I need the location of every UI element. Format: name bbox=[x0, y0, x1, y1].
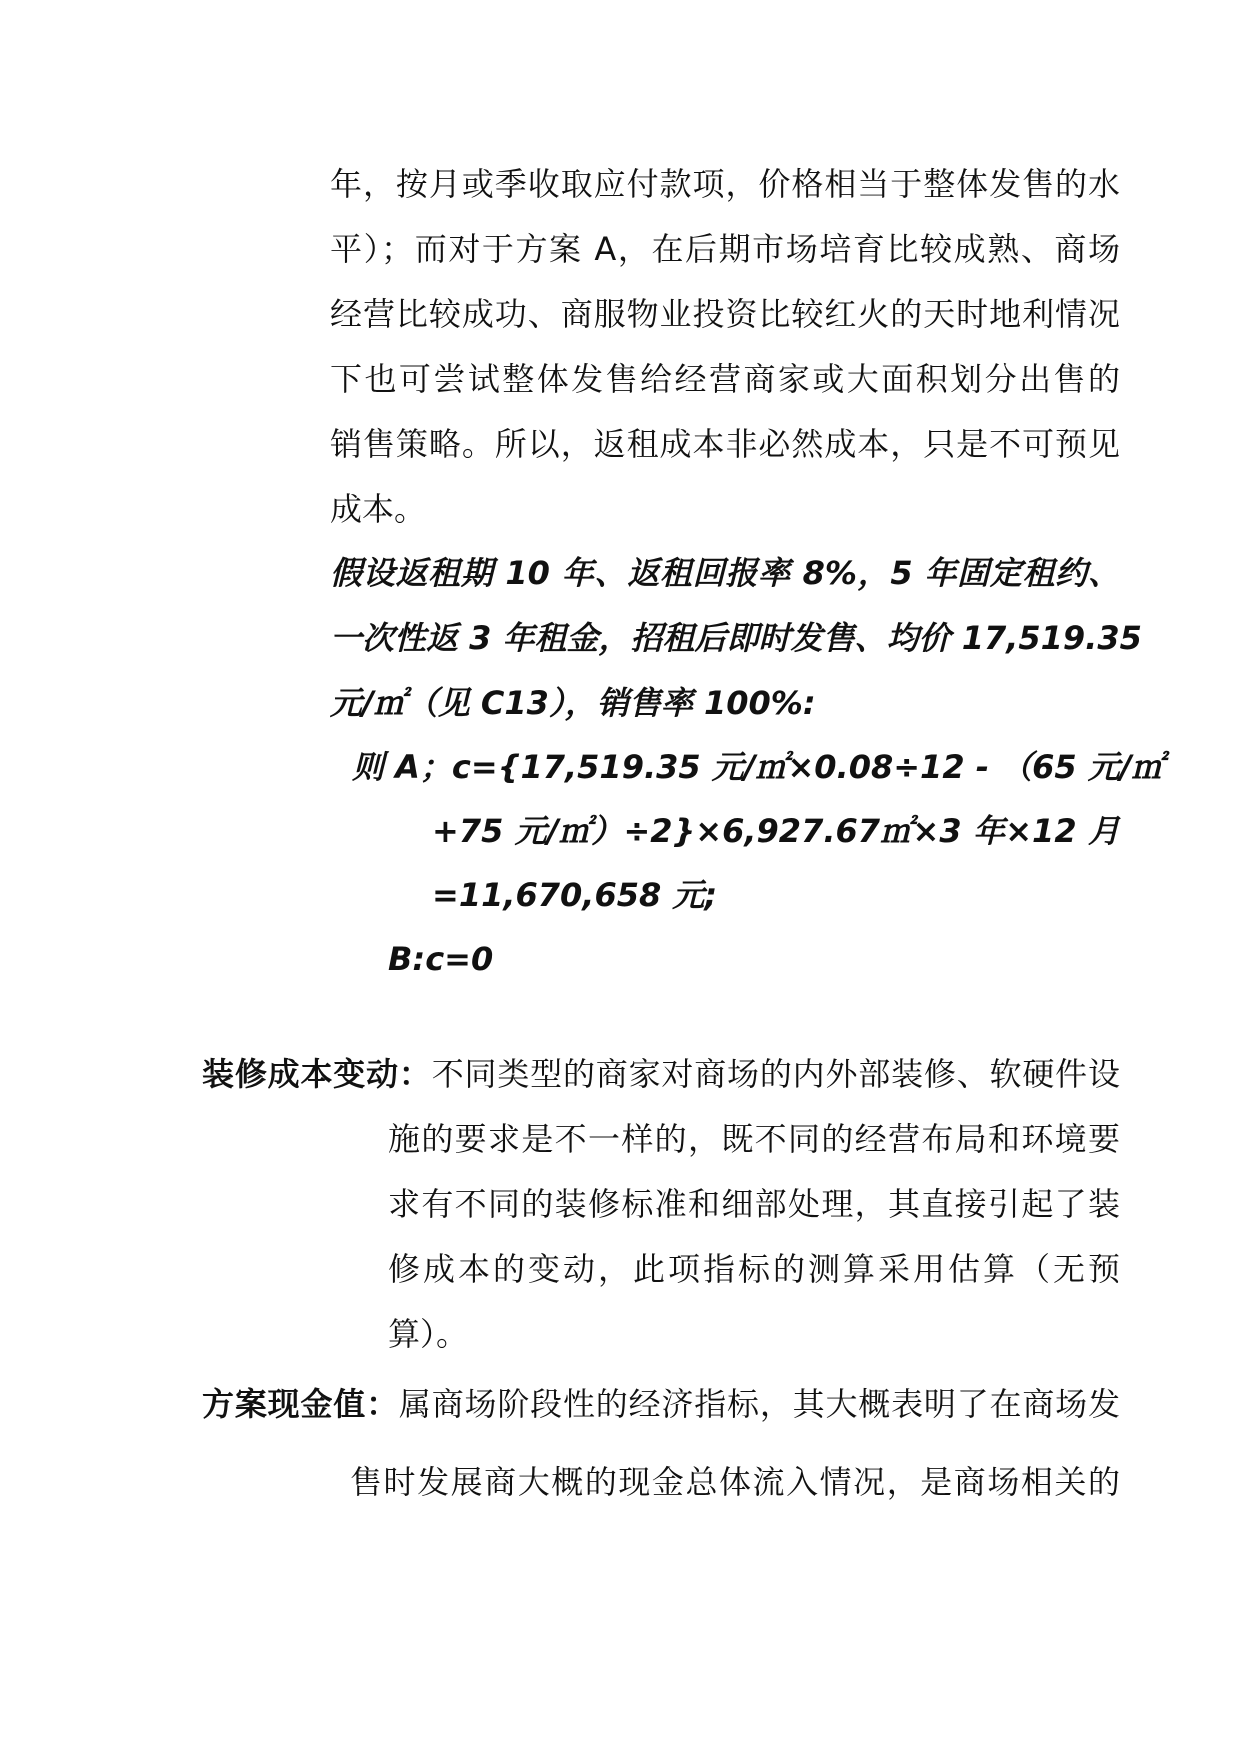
paragraph1-line-3: 经营比较成功、商服物业投资比较红火的天时地利情况 bbox=[330, 295, 1120, 333]
assumption-line-2: 一次性返 3 年租金，招租后即时发售、均价 17,519.35 bbox=[330, 619, 1142, 657]
decoration-cost-term: 装修成本变动： bbox=[202, 1055, 432, 1093]
formula-a-line-1: 则 A；c={17,519.35 元/㎡×0.08÷12 - （65 元/㎡ bbox=[352, 748, 1164, 786]
paragraph1-line-1: 年，按月或季收取应付款项，价格相当于整体发售的水 bbox=[330, 165, 1120, 203]
paragraph1-line-2: 平）；而对于方案 A，在后期市场培育比较成熟、商场 bbox=[330, 230, 1120, 268]
decoration-cost-text: 不同类型的商家对商场的内外部装修、软硬件设 bbox=[431, 1055, 1120, 1093]
cash-value-term: 方案现金值： bbox=[202, 1385, 399, 1423]
cash-value-first-line bbox=[202, 1384, 1120, 1424]
assumption-line-1: 假设返租期 10 年、返租回报率 8%，5 年固定租约、 bbox=[330, 554, 1120, 592]
decoration-cost-line-3: 求有不同的装修标准和细部处理，其直接引起了装 bbox=[388, 1185, 1120, 1223]
formula-b-line: B:c=0 bbox=[388, 940, 494, 978]
assumption-line-3: 元/㎡（见 C13），销售率 100%: bbox=[330, 684, 816, 722]
decoration-cost-line-4: 修成本的变动，此项指标的测算采用估算（无预 bbox=[388, 1250, 1120, 1288]
decoration-cost-line-5: 算）。 bbox=[388, 1315, 469, 1353]
paragraph1-line-5: 销售策略。所以，返租成本非必然成本，只是不可预见 bbox=[330, 425, 1120, 463]
formula-a-line-2: +75 元/㎡）÷2}×6,927.67㎡×3 年×12 月 bbox=[432, 812, 1120, 850]
paragraph1-line-4: 下也可尝试整体发售给经营商家或大面积划分出售的 bbox=[330, 360, 1120, 398]
formula-a-line-3: =11,670,658 元; bbox=[432, 876, 718, 914]
cash-value-text: 属商场阶段性的经济指标，其大概表明了在商场发 bbox=[398, 1385, 1120, 1423]
decoration-cost-line-2: 施的要求是不一样的，既不同的经营布局和环境要 bbox=[388, 1120, 1120, 1158]
cash-value-line-2: 售时发展商大概的现金总体流入情况，是商场相关的 bbox=[350, 1463, 1120, 1501]
decoration-cost-first-line bbox=[202, 1054, 1120, 1094]
paragraph1-line-6: 成本。 bbox=[330, 490, 427, 528]
